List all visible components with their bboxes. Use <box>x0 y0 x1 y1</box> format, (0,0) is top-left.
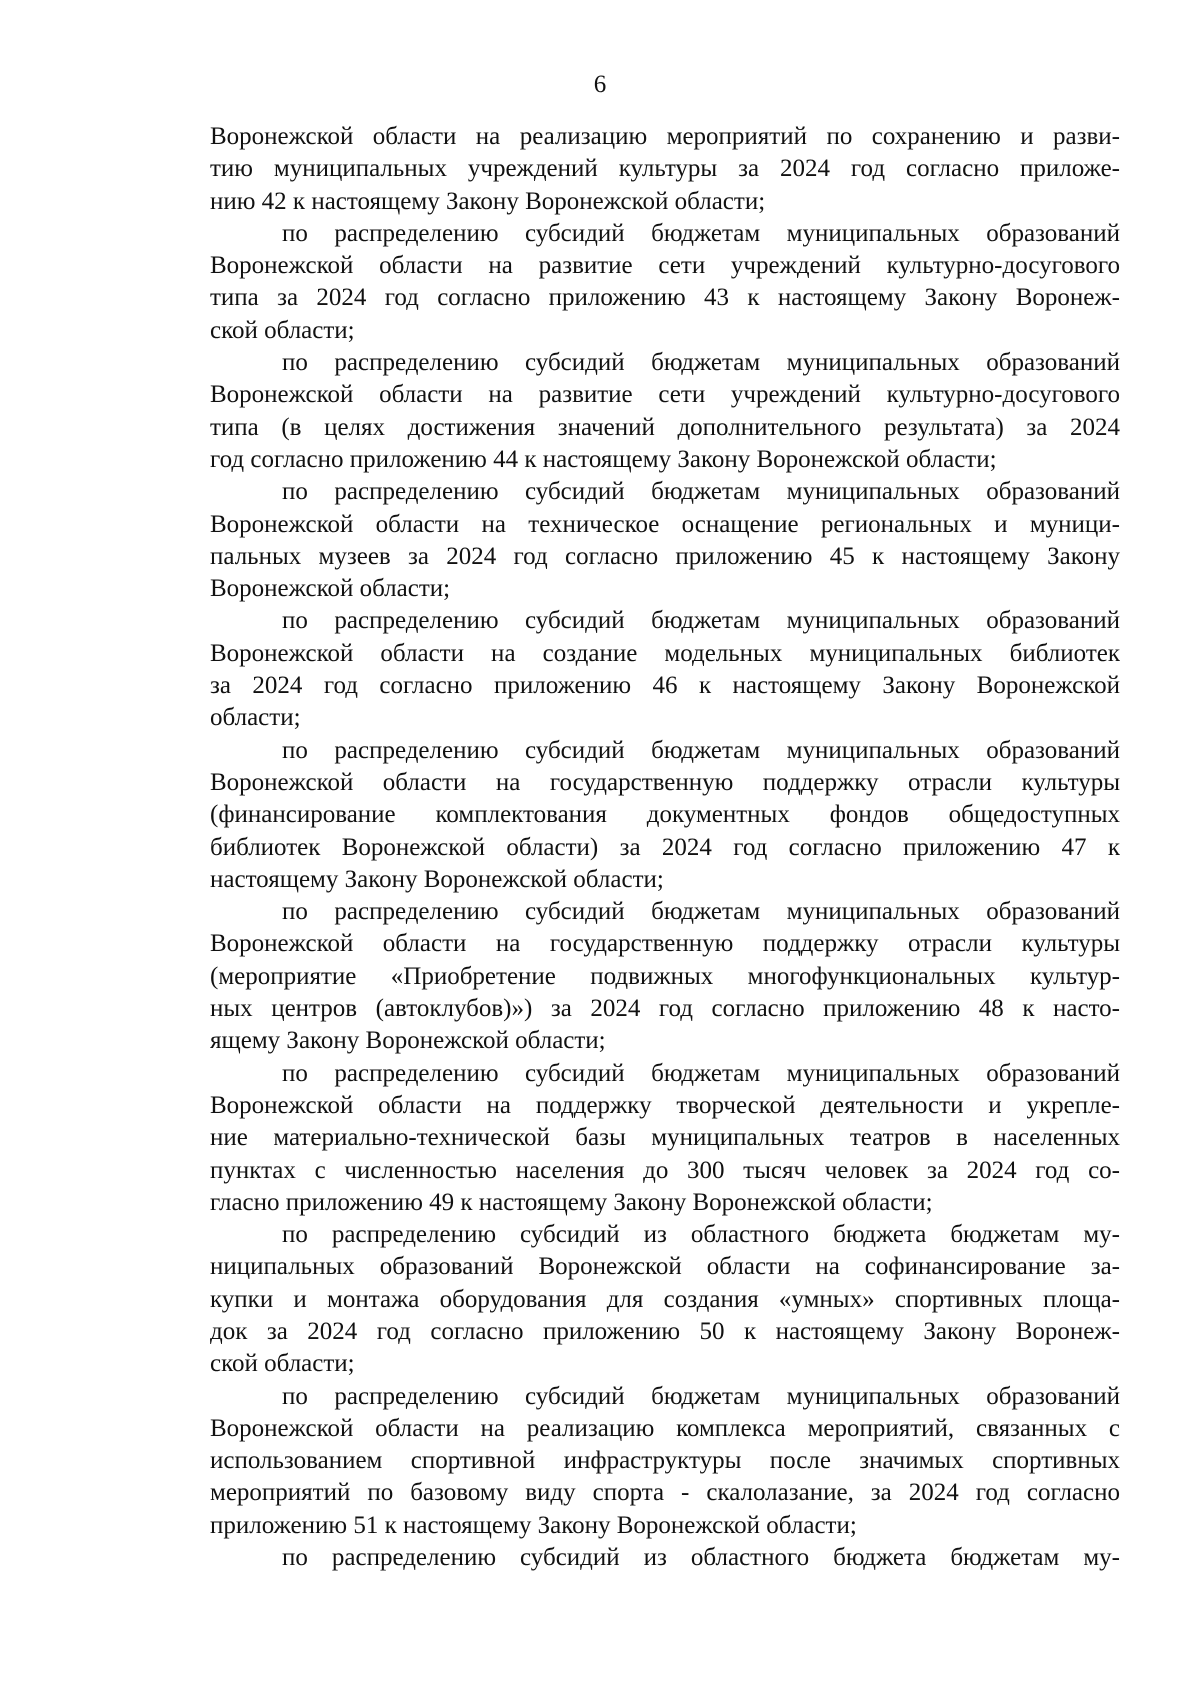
text-line: ние материально-технической базы муниципальных театров в населенных <box>210 1124 1120 1152</box>
text-line: Воронежской области на создание модельных муниципальных библиотек <box>210 639 1120 667</box>
text-line: мероприятий по базовому виду спорта - скалолазание, за 2024 год согласно <box>210 1479 1120 1507</box>
text-line: ской области; <box>210 1350 355 1378</box>
text-line: Воронежской области на государственную поддержку отрасли культуры <box>210 930 1120 958</box>
text-line: ящему Закону Воронежской области; <box>210 1027 606 1055</box>
text-line: пунктах с численностью населения до 300 тысяч человек за 2024 год со- <box>210 1156 1120 1184</box>
text-line: пальных музеев за 2024 год согласно приложению 45 к настоящему Закону <box>210 542 1120 570</box>
text-line: Воронежской области на реализацию комплекса мероприятий, связанных с <box>210 1414 1120 1442</box>
paragraph <box>210 605 1120 734</box>
text-line: по распределению субсидий бюджетам муниципальных образований <box>282 1382 1120 1410</box>
paragraph <box>210 121 1120 218</box>
text-line: приложению 51 к настоящему Закону Воронежской области; <box>210 1511 857 1539</box>
text-line: год согласно приложению 44 к настоящему Закону Воронежской области; <box>210 445 997 473</box>
text-line: настоящему Закону Воронежской области; <box>210 865 664 893</box>
text-line: библиотек Воронежской области) за 2024 год согласно приложению 47 к <box>210 833 1120 861</box>
text-line: по распределению субсидий бюджетам муниципальных образований <box>282 736 1120 764</box>
text-line: по распределению субсидий бюджетам муниципальных образований <box>282 898 1120 926</box>
paragraph <box>210 735 1120 896</box>
text-line: Воронежской области на техническое оснащение региональных и муници- <box>210 510 1120 538</box>
text-line: Воронежской области на развитие сети учреждений культурно-досугового <box>210 252 1120 280</box>
text-line: Воронежской области на государственную поддержку отрасли культуры <box>210 768 1120 796</box>
text-line: по распределению субсидий бюджетам муниципальных образований <box>282 607 1120 635</box>
text-line: Воронежской области на поддержку творческой деятельности и укрепле- <box>210 1091 1120 1119</box>
paragraph <box>210 1542 1120 1574</box>
paragraph <box>210 1381 1120 1542</box>
text-line: тию муниципальных учреждений культуры за 2024 год согласно приложе- <box>210 155 1120 183</box>
text-line: по распределению субсидий бюджетам муниципальных образований <box>282 349 1120 377</box>
text-line: по распределению субсидий бюджетам муниципальных образований <box>282 478 1120 506</box>
text-line: по распределению субсидий бюджетам муниципальных образований <box>282 1059 1120 1087</box>
paragraph <box>210 347 1120 476</box>
text-line: ской области; <box>210 316 355 344</box>
text-line: ных центров (автоклубов)») за 2024 год согласно приложению 48 к насто- <box>210 995 1120 1023</box>
text-line: по распределению субсидий из областного бюджета бюджетам му- <box>282 1544 1120 1572</box>
text-line: по распределению субсидий из областного бюджета бюджетам му- <box>282 1221 1120 1249</box>
text-line: купки и монтажа оборудования для создания «умных» спортивных площа- <box>210 1285 1120 1313</box>
text-line: типа за 2024 год согласно приложению 43 к настоящему Закону Воронеж- <box>210 284 1120 312</box>
text-line: за 2024 год согласно приложению 46 к настоящему Закону Воронежской <box>210 672 1120 700</box>
page-number: 6 <box>593 71 607 98</box>
text-line: типа (в целях достижения значений дополнительного результата) за 2024 <box>210 413 1120 441</box>
text-line: по распределению субсидий бюджетам муниципальных образований <box>282 219 1120 247</box>
paragraph <box>210 218 1120 347</box>
paragraph <box>210 1219 1120 1380</box>
paragraph <box>210 1058 1120 1219</box>
text-line: док за 2024 год согласно приложению 50 к настоящему Закону Воронеж- <box>210 1317 1120 1345</box>
text-line: гласно приложению 49 к настоящему Закону Воронежской области; <box>210 1188 933 1216</box>
text-line: области; <box>210 704 301 732</box>
text-line: нию 42 к настоящему Закону Воронежской области; <box>210 187 766 215</box>
document-body <box>210 121 1120 1574</box>
text-line: (финансирование комплектования документных фондов общедоступных <box>210 801 1120 829</box>
paragraph <box>210 476 1120 605</box>
text-line: Воронежской области на реализацию мероприятий по сохранению и разви- <box>210 123 1120 150</box>
paragraph <box>210 896 1120 1057</box>
text-line: Воронежской области; <box>210 575 451 603</box>
text-line: ниципальных образований Воронежской области на софинансирование за- <box>210 1253 1120 1281</box>
text-line: использованием спортивной инфраструктуры после значимых спортивных <box>210 1447 1120 1475</box>
text-line: (мероприятие «Приобретение подвижных многофункциональных культур- <box>210 962 1120 990</box>
text-line: Воронежской области на развитие сети учреждений культурно-досугового <box>210 381 1120 409</box>
